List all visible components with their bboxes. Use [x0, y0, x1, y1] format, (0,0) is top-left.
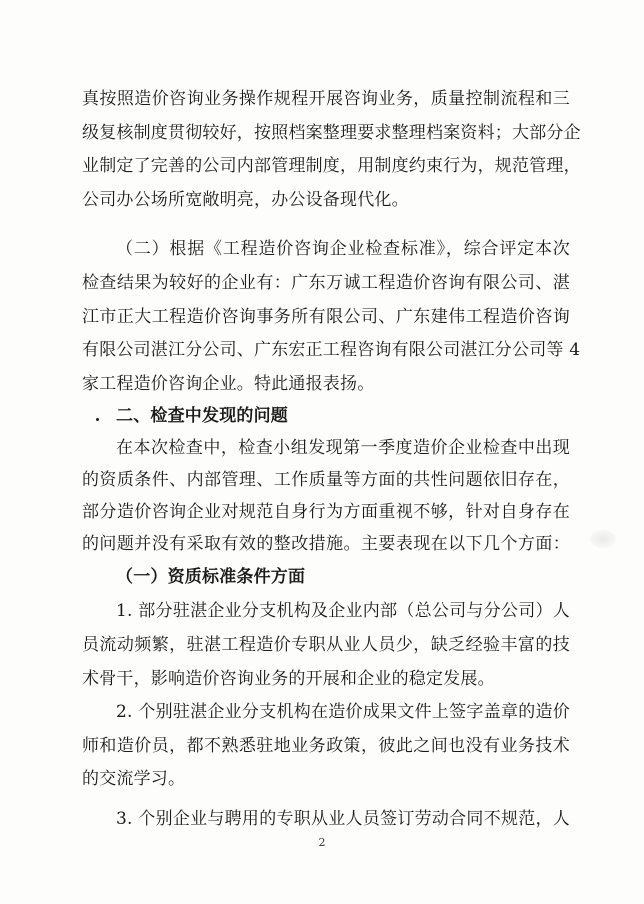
- paragraph-line: 家工程造价咨询企业。特此通报表扬。: [82, 374, 375, 394]
- page-number: 2: [318, 836, 326, 849]
- paragraph-line: 3. 个别企业与聘用的专职从业人员签订劳动合同不规范，人: [116, 809, 570, 829]
- paragraph-line: 的交流学习。: [82, 769, 186, 789]
- paragraph-line: 部分造价咨询企业对规范自身行为方面重视不够，针对自身存在: [82, 502, 570, 522]
- paragraph-line: 公司办公场所宽敞明亮，办公设备现代化。: [82, 190, 409, 210]
- paragraph-line: 术骨干，影响造价咨询业务的开展和企业的稳定发展。: [82, 669, 495, 689]
- paragraph-line: 真按照造价咨询业务操作规程开展咨询业务，质量控制流程和三: [82, 89, 570, 109]
- scan-speck: [96, 418, 99, 421]
- paragraph-line: 有限公司湛江分公司、广东宏正工程咨询有限公司湛江分公司等 4: [82, 340, 581, 360]
- paragraph-line: （二）根据《工程造价咨询企业检查标准》，综合评定本次: [116, 239, 570, 259]
- paragraph-line: 江市正大工程造价咨询事务所有限公司、广东建伟工程造价咨询: [82, 307, 570, 327]
- section-heading: 二、检查中发现的问题: [116, 406, 288, 426]
- scan-smudge: [590, 530, 616, 548]
- paragraph-line: 2. 个别驻湛企业分支机构在造价成果文件上签字盖章的造价: [116, 702, 570, 722]
- paragraph-line: 业制定了完善的公司内部管理制度，用制度约束行为，规范管理，: [82, 156, 581, 176]
- paragraph-line: 师和造价员，都不熟悉驻地业务政策，彼此之间也没有业务技术: [82, 736, 570, 756]
- paragraph-line: 的资质条件、内部管理、工作质量等方面的共性问题依旧存在，: [82, 470, 570, 490]
- subsection-heading: （一）资质标准条件方面: [116, 567, 306, 587]
- paragraph-line: 级复核制度贯彻较好，按照档案整理要求整理档案资料；大部分企: [82, 123, 581, 143]
- paragraph-line: 检查结果为较好的企业有：广东万诚工程造价咨询有限公司、湛: [82, 273, 570, 293]
- paragraph-line: 1. 部分驻湛企业分支机构及企业内部（总公司与分公司）人: [116, 601, 570, 621]
- paragraph-line: 在本次检查中，检查小组发现第一季度造价企业检查中出现: [116, 438, 570, 458]
- paragraph-line: 员流动频繁，驻湛工程造价专职从业人员少，缺乏经验丰富的技: [82, 635, 570, 655]
- paragraph-line: 的问题并没有采取有效的整改措施。主要表现在以下几个方面：: [82, 534, 570, 554]
